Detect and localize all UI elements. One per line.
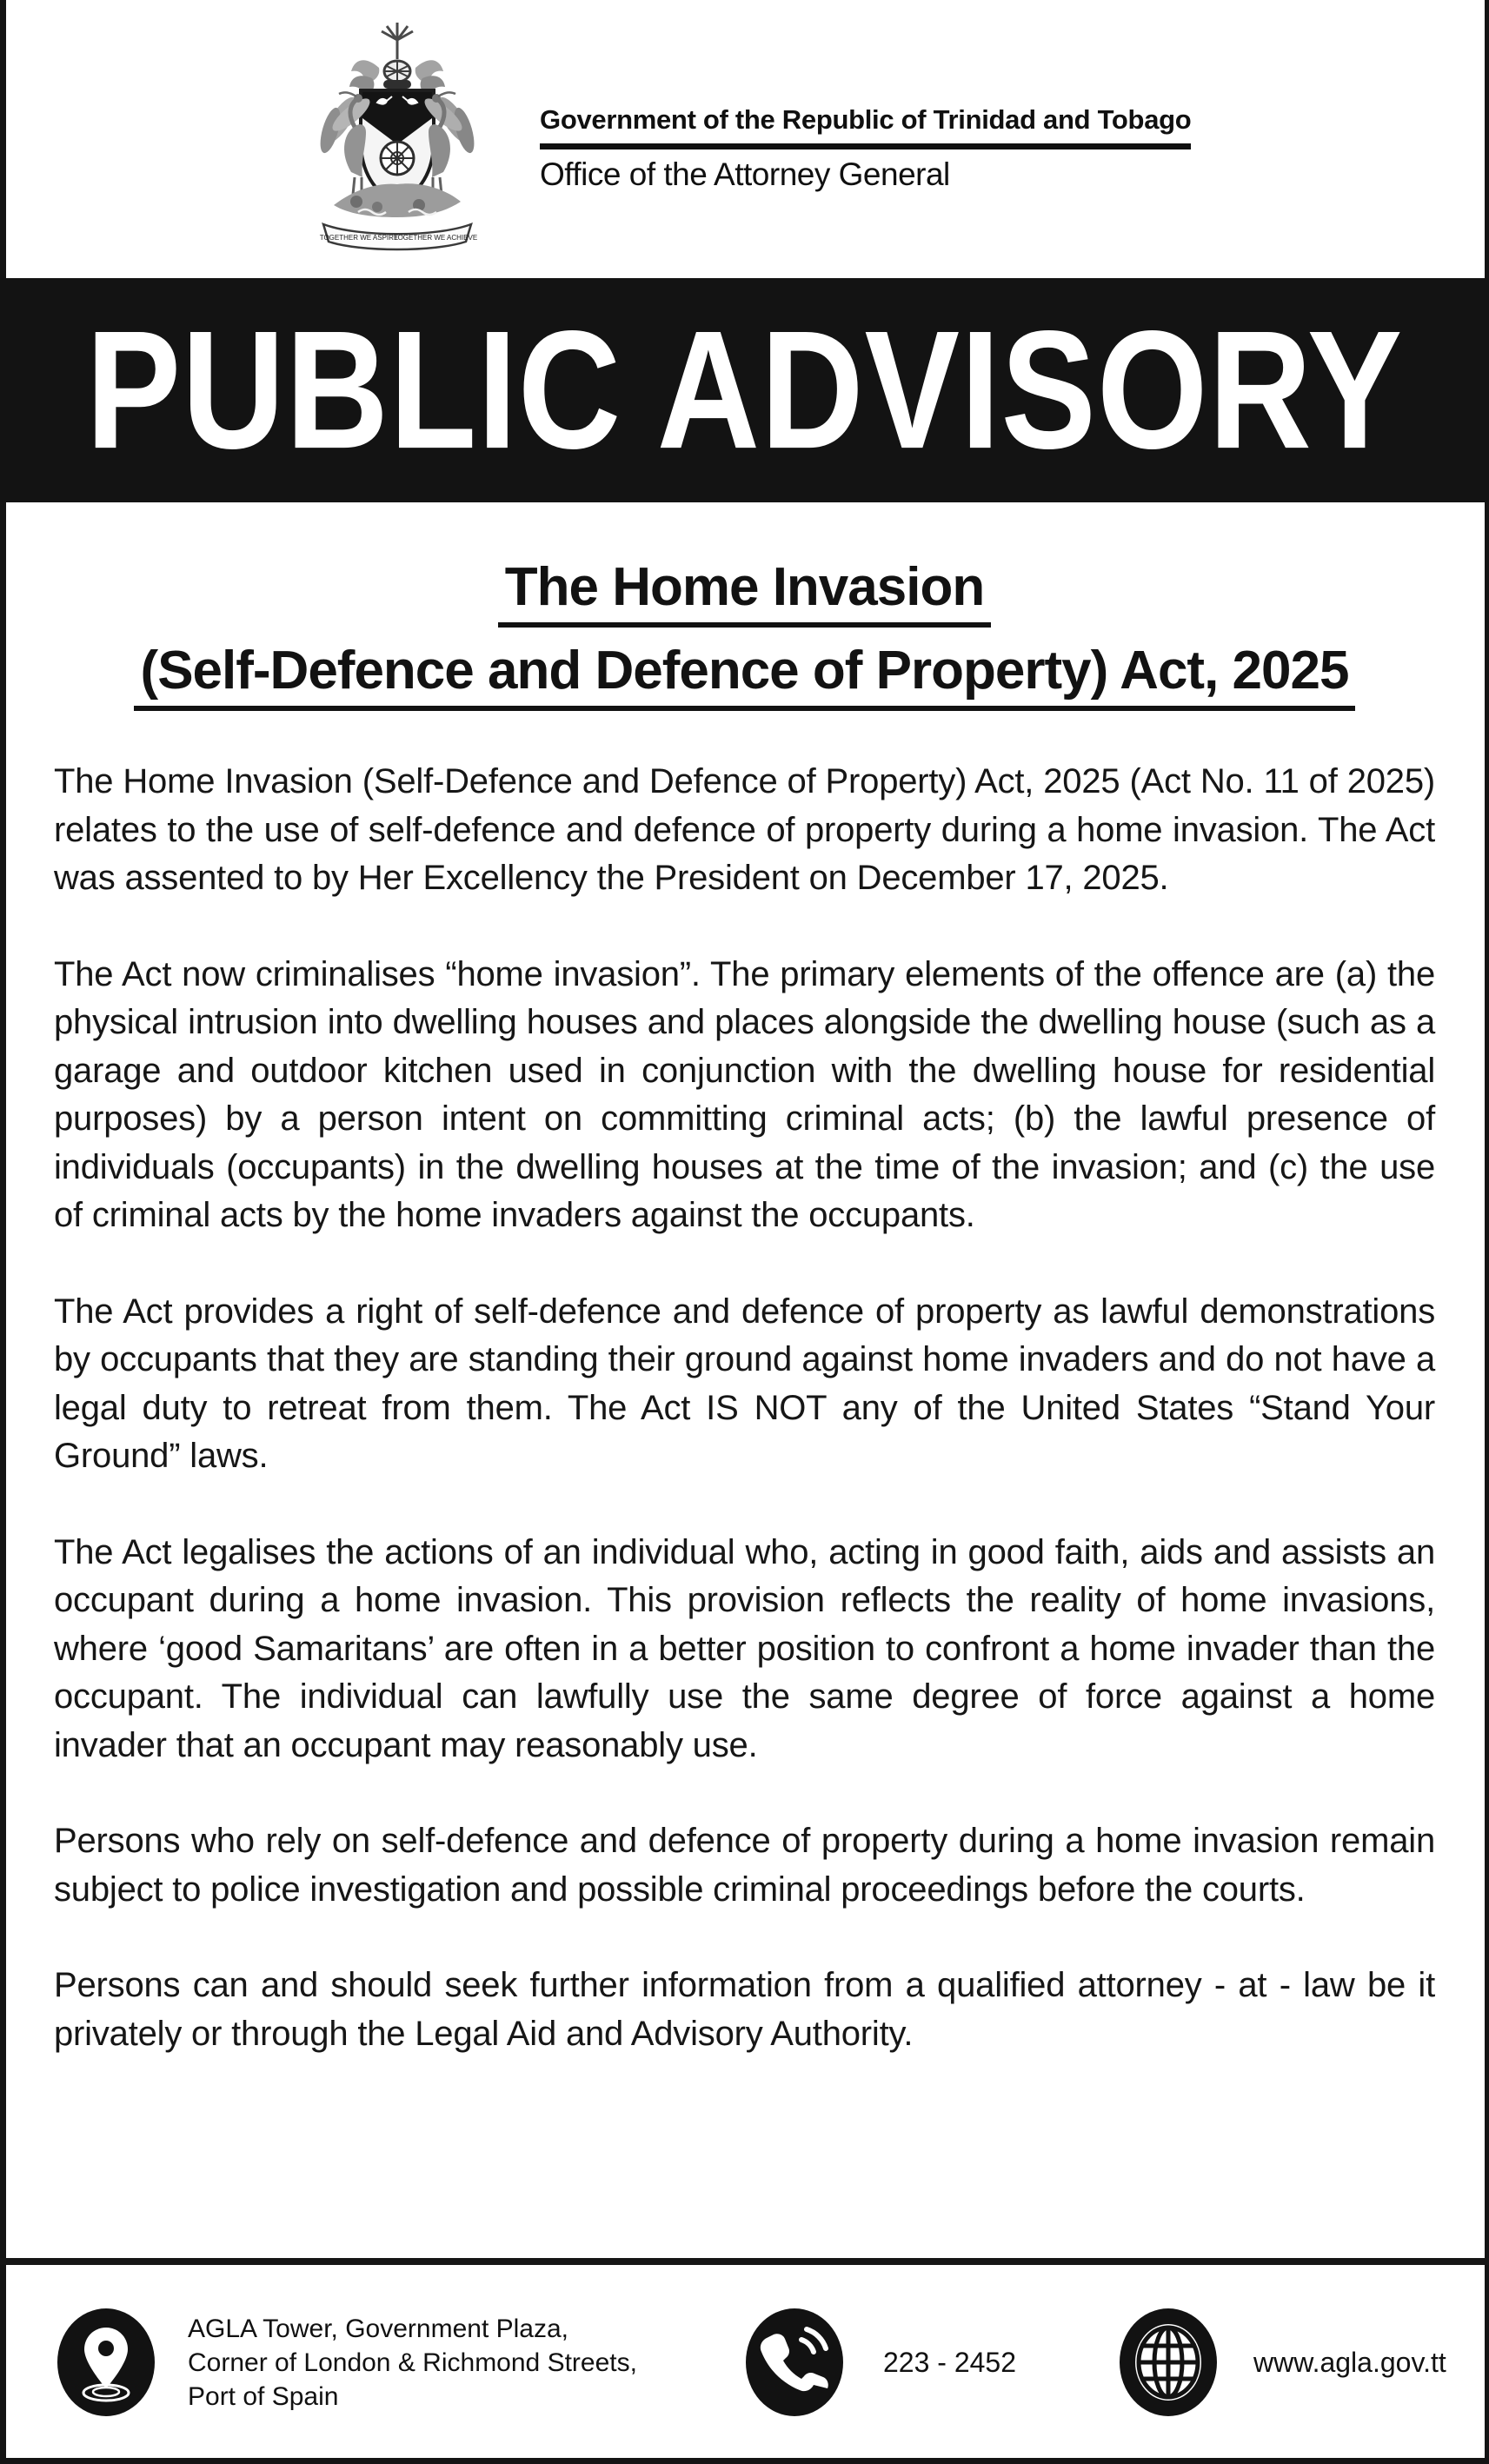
- motto-left: TOGETHER WE ASPIRE: [319, 234, 399, 242]
- paragraph-6: Persons can and should seek further information from a qualified attorney - at - law be it privately or through the Legal Aid and Advisory Authority.: [54, 1966, 1435, 2053]
- footer-address: [56, 2307, 637, 2418]
- footer-phone: [744, 2307, 1016, 2418]
- office-line: Office of the Attorney General: [540, 156, 950, 192]
- globe-icon: [1118, 2307, 1219, 2418]
- footer-divider: [0, 2258, 1489, 2265]
- coat-of-arms-icon: [304, 23, 490, 254]
- motto-right: TOGETHER WE ACHIEVE: [393, 234, 478, 242]
- address-line-2: Corner of London & Richmond Streets,: [188, 2348, 637, 2377]
- paragraph-3: The Act provides a right of self-defence and defence of property as lawful demonstrations by occupants that they are standing their ground against home invaders and do not have a legal duty to retreat from them. The Act IS NOT any of the United States “Stand Your Ground” laws.: [54, 1292, 1435, 1475]
- footer-website: [1118, 2307, 1446, 2418]
- address-line-1: AGLA Tower, Government Plaza,: [188, 2314, 569, 2343]
- act-title: [0, 556, 1489, 711]
- location-pin-icon: [56, 2307, 156, 2418]
- advisory-banner: [0, 278, 1489, 502]
- website-url: www.agla.gov.tt: [1253, 2346, 1446, 2378]
- act-title-line2: (Self-Defence and Defence of Property) Act, 2025: [0, 640, 1489, 711]
- paragraph-1: The Home Invasion (Self-Defence and Defence of Property) Act, 2025 (Act No. 11 of 2025) relates to the use of self-defence and defence of property during a home invasion. The Act was assented to by Her Excellency the President on December 17, 2025.: [54, 762, 1435, 897]
- government-line: Government of the Republic of Trinidad and Tobago: [540, 104, 1191, 149]
- act-title-line1: The Home Invasion: [0, 556, 1489, 628]
- paragraph-5: Persons who rely on self-defence and defence of property during a home invasion remain subject to police investigation and possible criminal proceedings before the courts.: [54, 1822, 1435, 1909]
- phone-icon: [744, 2307, 845, 2418]
- address-line-3: Port of Spain: [188, 2381, 339, 2411]
- address-text: [188, 2312, 637, 2414]
- banner-title: PUBLIC ADVISORY: [85, 296, 1404, 484]
- header: [540, 104, 1191, 193]
- palm-crest-icon: [382, 23, 413, 59]
- phone-number: 223 - 2452: [883, 2346, 1017, 2378]
- paragraph-4: The Act legalises the actions of an individual who, acting in good faith, aids and assists an occupant during a home invasion. This provision reflects the reality of home invasions, where ‘good Samaritans’ are often in a better position to confront a home invader than the occupant. The individual can lawfully use the same degree of force against a home invader that an occupant may reasonably use.: [54, 1532, 1435, 1764]
- advisory-body: [54, 758, 1435, 2058]
- paragraph-2: The Act now criminalises “home invasion”. The primary elements of the offence are (a) the physical intrusion into dwelling houses and places alongside the dwelling house (such as a garage and outdoor kitchen used in conjunction with the dwelling house for residential purposes) by a person intent on committing criminal acts; (b) the lawful presence of individuals (occupants) in the dwelling houses at the time of the invasion; and (c) the use of criminal acts by the home invaders against the occupants.: [54, 954, 1435, 1234]
- page-border-bottom: [0, 2458, 1489, 2464]
